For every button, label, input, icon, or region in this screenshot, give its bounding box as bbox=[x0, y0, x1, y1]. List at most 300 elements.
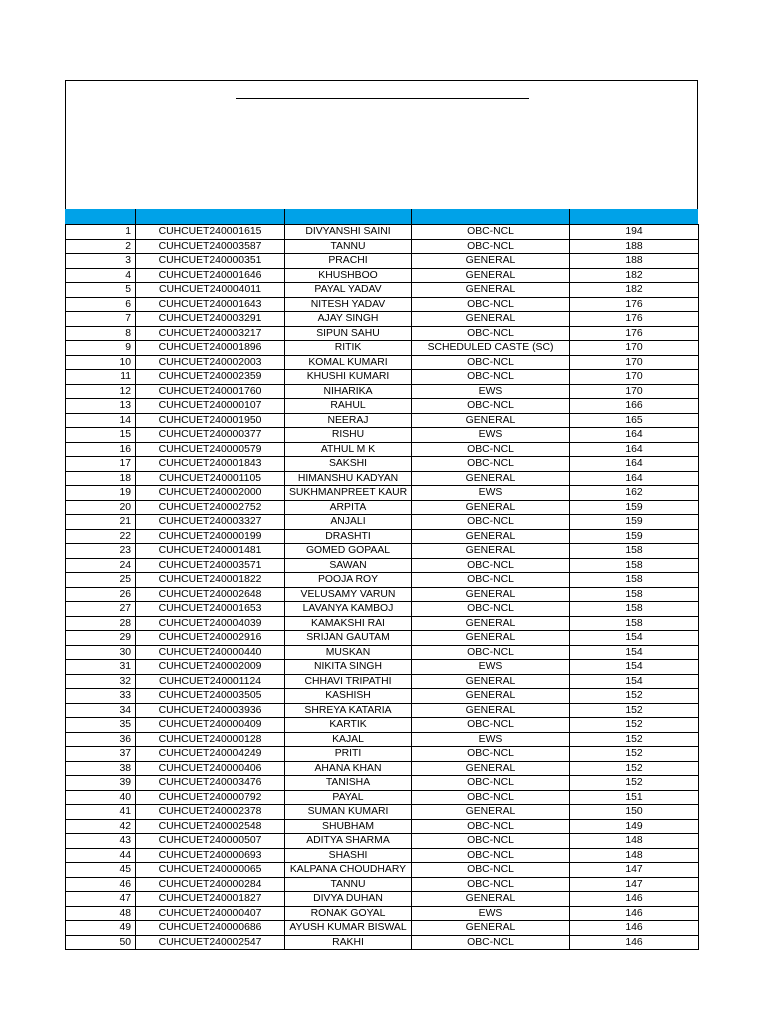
serial-number-cell: 19 bbox=[66, 486, 136, 501]
score-cell: 188 bbox=[570, 254, 699, 269]
category-cell: OBC-NCL bbox=[412, 225, 570, 240]
candidate-name-cell: PRACHI bbox=[285, 254, 412, 269]
candidate-name-cell: VELUSAMY VARUN bbox=[285, 587, 412, 602]
serial-number-cell: 38 bbox=[66, 761, 136, 776]
candidate-name-cell: PAYAL YADAV bbox=[285, 283, 412, 298]
title-underline bbox=[236, 98, 529, 99]
serial-number-cell: 1 bbox=[66, 225, 136, 240]
category-cell: GENERAL bbox=[412, 587, 570, 602]
score-cell: 154 bbox=[570, 645, 699, 660]
candidate-name-cell: ANJALI bbox=[285, 515, 412, 530]
application-id-cell: CUHCUET240000128 bbox=[136, 732, 285, 747]
table-row bbox=[66, 892, 699, 907]
score-cell: 159 bbox=[570, 515, 699, 530]
score-cell: 146 bbox=[570, 935, 699, 950]
score-cell: 149 bbox=[570, 819, 699, 834]
score-cell: 150 bbox=[570, 805, 699, 820]
candidate-name-cell: SAKSHI bbox=[285, 457, 412, 472]
category-cell: OBC-NCL bbox=[412, 457, 570, 472]
score-cell: 154 bbox=[570, 631, 699, 646]
category-cell: OBC-NCL bbox=[412, 718, 570, 733]
serial-number-cell: 17 bbox=[66, 457, 136, 472]
candidate-name-cell: SHASHI bbox=[285, 848, 412, 863]
table-row bbox=[66, 906, 699, 921]
score-cell: 176 bbox=[570, 326, 699, 341]
application-id-cell: CUHCUET240002000 bbox=[136, 486, 285, 501]
application-id-cell: CUHCUET240000409 bbox=[136, 718, 285, 733]
application-id-cell: CUHCUET240001843 bbox=[136, 457, 285, 472]
candidate-name-cell: TANNU bbox=[285, 239, 412, 254]
table-row bbox=[66, 515, 699, 530]
application-id-cell: CUHCUET240000351 bbox=[136, 254, 285, 269]
score-cell: 158 bbox=[570, 544, 699, 559]
category-cell: OBC-NCL bbox=[412, 239, 570, 254]
header-divider bbox=[135, 209, 136, 224]
category-cell: OBC-NCL bbox=[412, 848, 570, 863]
candidate-name-cell: SRIJAN GAUTAM bbox=[285, 631, 412, 646]
serial-number-cell: 12 bbox=[66, 384, 136, 399]
table-row bbox=[66, 355, 699, 370]
serial-number-cell: 30 bbox=[66, 645, 136, 660]
category-cell: OBC-NCL bbox=[412, 326, 570, 341]
score-cell: 147 bbox=[570, 877, 699, 892]
candidate-name-cell: MUSKAN bbox=[285, 645, 412, 660]
application-id-cell: CUHCUET240003476 bbox=[136, 776, 285, 791]
application-id-cell: CUHCUET240003327 bbox=[136, 515, 285, 530]
serial-number-cell: 7 bbox=[66, 312, 136, 327]
application-id-cell: CUHCUET240000284 bbox=[136, 877, 285, 892]
category-cell: GENERAL bbox=[412, 283, 570, 298]
table-row bbox=[66, 326, 699, 341]
serial-number-cell: 35 bbox=[66, 718, 136, 733]
serial-number-cell: 15 bbox=[66, 428, 136, 443]
serial-number-cell: 8 bbox=[66, 326, 136, 341]
category-cell: GENERAL bbox=[412, 544, 570, 559]
table-row bbox=[66, 529, 699, 544]
score-cell: 164 bbox=[570, 428, 699, 443]
category-cell: GENERAL bbox=[412, 689, 570, 704]
score-cell: 176 bbox=[570, 297, 699, 312]
table-row bbox=[66, 761, 699, 776]
table-row bbox=[66, 573, 699, 588]
table-row bbox=[66, 848, 699, 863]
candidate-name-cell: DIVYANSHI SAINI bbox=[285, 225, 412, 240]
serial-number-cell: 13 bbox=[66, 399, 136, 414]
candidate-name-cell: KALPANA CHOUDHARY bbox=[285, 863, 412, 878]
application-id-cell: CUHCUET240002916 bbox=[136, 631, 285, 646]
application-id-cell: CUHCUET240000407 bbox=[136, 906, 285, 921]
application-id-cell: CUHCUET240004011 bbox=[136, 283, 285, 298]
score-cell: 164 bbox=[570, 471, 699, 486]
application-id-cell: CUHCUET240002359 bbox=[136, 370, 285, 385]
table-row bbox=[66, 747, 699, 762]
category-cell: OBC-NCL bbox=[412, 355, 570, 370]
table-row bbox=[66, 370, 699, 385]
application-id-cell: CUHCUET240001643 bbox=[136, 297, 285, 312]
score-cell: 170 bbox=[570, 384, 699, 399]
category-cell: OBC-NCL bbox=[412, 819, 570, 834]
category-cell: GENERAL bbox=[412, 529, 570, 544]
candidate-name-cell: ARPITA bbox=[285, 500, 412, 515]
application-id-cell: CUHCUET240001822 bbox=[136, 573, 285, 588]
category-cell: GENERAL bbox=[412, 268, 570, 283]
candidate-name-cell: PAYAL bbox=[285, 790, 412, 805]
candidate-name-cell: RISHU bbox=[285, 428, 412, 443]
candidate-name-cell: KAJAL bbox=[285, 732, 412, 747]
application-id-cell: CUHCUET240004249 bbox=[136, 747, 285, 762]
score-cell: 159 bbox=[570, 500, 699, 515]
table-row bbox=[66, 776, 699, 791]
score-cell: 146 bbox=[570, 921, 699, 936]
serial-number-cell: 28 bbox=[66, 616, 136, 631]
serial-number-cell: 11 bbox=[66, 370, 136, 385]
serial-number-cell: 43 bbox=[66, 834, 136, 849]
score-cell: 154 bbox=[570, 660, 699, 675]
candidate-name-cell: LAVANYA KAMBOJ bbox=[285, 602, 412, 617]
application-id-cell: CUHCUET240002648 bbox=[136, 587, 285, 602]
category-cell: OBC-NCL bbox=[412, 747, 570, 762]
application-id-cell: CUHCUET240003571 bbox=[136, 558, 285, 573]
category-cell: OBC-NCL bbox=[412, 399, 570, 414]
category-cell: OBC-NCL bbox=[412, 863, 570, 878]
candidate-name-cell: SUKHMANPREET KAUR bbox=[285, 486, 412, 501]
table-row bbox=[66, 442, 699, 457]
category-cell: GENERAL bbox=[412, 616, 570, 631]
candidate-name-cell: SHREYA KATARIA bbox=[285, 703, 412, 718]
header-divider bbox=[411, 209, 412, 224]
candidate-name-cell: SAWAN bbox=[285, 558, 412, 573]
serial-number-cell: 49 bbox=[66, 921, 136, 936]
candidate-name-cell: AJAY SINGH bbox=[285, 312, 412, 327]
candidate-name-cell: KASHISH bbox=[285, 689, 412, 704]
score-cell: 164 bbox=[570, 442, 699, 457]
serial-number-cell: 34 bbox=[66, 703, 136, 718]
candidate-name-cell: SIPUN SAHU bbox=[285, 326, 412, 341]
table-row bbox=[66, 819, 699, 834]
table-row bbox=[66, 674, 699, 689]
table-row bbox=[66, 254, 699, 269]
candidate-name-cell: SHUBHAM bbox=[285, 819, 412, 834]
candidate-name-cell: DIVYA DUHAN bbox=[285, 892, 412, 907]
candidate-name-cell: NEERAJ bbox=[285, 413, 412, 428]
score-cell: 152 bbox=[570, 718, 699, 733]
table-body bbox=[66, 225, 699, 950]
application-id-cell: CUHCUET240001646 bbox=[136, 268, 285, 283]
serial-number-cell: 40 bbox=[66, 790, 136, 805]
candidate-name-cell: KHUSHI KUMARI bbox=[285, 370, 412, 385]
serial-number-cell: 45 bbox=[66, 863, 136, 878]
category-cell: GENERAL bbox=[412, 805, 570, 820]
score-cell: 148 bbox=[570, 834, 699, 849]
category-cell: SCHEDULED CASTE (SC) bbox=[412, 341, 570, 356]
candidate-name-cell: RONAK GOYAL bbox=[285, 906, 412, 921]
category-cell: OBC-NCL bbox=[412, 602, 570, 617]
application-id-cell: CUHCUET240000686 bbox=[136, 921, 285, 936]
application-id-cell: CUHCUET240000406 bbox=[136, 761, 285, 776]
candidate-name-cell: GOMED GOPAAL bbox=[285, 544, 412, 559]
table-row bbox=[66, 544, 699, 559]
table-row bbox=[66, 268, 699, 283]
serial-number-cell: 21 bbox=[66, 515, 136, 530]
candidate-name-cell: HIMANSHU KADYAN bbox=[285, 471, 412, 486]
score-cell: 176 bbox=[570, 312, 699, 327]
application-id-cell: CUHCUET240002378 bbox=[136, 805, 285, 820]
table-row bbox=[66, 616, 699, 631]
candidate-name-cell: KOMAL KUMARI bbox=[285, 355, 412, 370]
candidate-name-cell: ATHUL M K bbox=[285, 442, 412, 457]
application-id-cell: CUHCUET240000507 bbox=[136, 834, 285, 849]
category-cell: OBC-NCL bbox=[412, 834, 570, 849]
application-id-cell: CUHCUET240001950 bbox=[136, 413, 285, 428]
category-cell: GENERAL bbox=[412, 921, 570, 936]
serial-number-cell: 29 bbox=[66, 631, 136, 646]
application-id-cell: CUHCUET240001896 bbox=[136, 341, 285, 356]
serial-number-cell: 14 bbox=[66, 413, 136, 428]
category-cell: OBC-NCL bbox=[412, 558, 570, 573]
application-id-cell: CUHCUET240002752 bbox=[136, 500, 285, 515]
serial-number-cell: 41 bbox=[66, 805, 136, 820]
category-cell: EWS bbox=[412, 428, 570, 443]
serial-number-cell: 23 bbox=[66, 544, 136, 559]
serial-number-cell: 32 bbox=[66, 674, 136, 689]
score-cell: 170 bbox=[570, 355, 699, 370]
category-cell: GENERAL bbox=[412, 631, 570, 646]
candidate-name-cell: PRITI bbox=[285, 747, 412, 762]
serial-number-cell: 31 bbox=[66, 660, 136, 675]
application-id-cell: CUHCUET240004039 bbox=[136, 616, 285, 631]
table-row bbox=[66, 225, 699, 240]
table-row bbox=[66, 239, 699, 254]
serial-number-cell: 22 bbox=[66, 529, 136, 544]
application-id-cell: CUHCUET240000199 bbox=[136, 529, 285, 544]
score-cell: 165 bbox=[570, 413, 699, 428]
score-cell: 154 bbox=[570, 674, 699, 689]
candidate-name-cell: NIHARIKA bbox=[285, 384, 412, 399]
application-id-cell: CUHCUET240002009 bbox=[136, 660, 285, 675]
serial-number-cell: 39 bbox=[66, 776, 136, 791]
table-row bbox=[66, 877, 699, 892]
serial-number-cell: 4 bbox=[66, 268, 136, 283]
score-cell: 158 bbox=[570, 602, 699, 617]
score-cell: 164 bbox=[570, 457, 699, 472]
application-id-cell: CUHCUET240001615 bbox=[136, 225, 285, 240]
category-cell: OBC-NCL bbox=[412, 776, 570, 791]
document-header-box bbox=[65, 80, 698, 222]
candidate-name-cell: KAMAKSHI RAI bbox=[285, 616, 412, 631]
serial-number-cell: 16 bbox=[66, 442, 136, 457]
category-cell: GENERAL bbox=[412, 674, 570, 689]
candidate-name-cell: DRASHTI bbox=[285, 529, 412, 544]
table-row bbox=[66, 312, 699, 327]
application-id-cell: CUHCUET240001105 bbox=[136, 471, 285, 486]
category-cell: OBC-NCL bbox=[412, 645, 570, 660]
table-row bbox=[66, 631, 699, 646]
application-id-cell: CUHCUET240001653 bbox=[136, 602, 285, 617]
application-id-cell: CUHCUET240003291 bbox=[136, 312, 285, 327]
category-cell: EWS bbox=[412, 906, 570, 921]
category-cell: GENERAL bbox=[412, 254, 570, 269]
score-cell: 158 bbox=[570, 616, 699, 631]
category-cell: OBC-NCL bbox=[412, 877, 570, 892]
application-id-cell: CUHCUET240001481 bbox=[136, 544, 285, 559]
score-cell: 166 bbox=[570, 399, 699, 414]
serial-number-cell: 42 bbox=[66, 819, 136, 834]
serial-number-cell: 9 bbox=[66, 341, 136, 356]
table-row bbox=[66, 703, 699, 718]
application-id-cell: CUHCUET240003217 bbox=[136, 326, 285, 341]
table-row bbox=[66, 341, 699, 356]
table-row bbox=[66, 732, 699, 747]
application-id-cell: CUHCUET240000693 bbox=[136, 848, 285, 863]
score-cell: 152 bbox=[570, 732, 699, 747]
candidate-name-cell: KHUSHBOO bbox=[285, 268, 412, 283]
application-id-cell: CUHCUET240002547 bbox=[136, 935, 285, 950]
serial-number-cell: 37 bbox=[66, 747, 136, 762]
score-cell: 151 bbox=[570, 790, 699, 805]
category-cell: EWS bbox=[412, 732, 570, 747]
candidate-name-cell: CHHAVI TRIPATHI bbox=[285, 674, 412, 689]
table-row bbox=[66, 790, 699, 805]
table-row bbox=[66, 805, 699, 820]
candidate-name-cell: POOJA ROY bbox=[285, 573, 412, 588]
score-cell: 170 bbox=[570, 341, 699, 356]
score-cell: 182 bbox=[570, 268, 699, 283]
table-header-row bbox=[65, 209, 698, 224]
serial-number-cell: 3 bbox=[66, 254, 136, 269]
category-cell: GENERAL bbox=[412, 312, 570, 327]
candidate-name-cell: AYUSH KUMAR BISWAL bbox=[285, 921, 412, 936]
application-id-cell: CUHCUET240000440 bbox=[136, 645, 285, 660]
table-row bbox=[66, 863, 699, 878]
table-row bbox=[66, 283, 699, 298]
candidate-name-cell: TANNU bbox=[285, 877, 412, 892]
table-row bbox=[66, 660, 699, 675]
table-row bbox=[66, 384, 699, 399]
serial-number-cell: 27 bbox=[66, 602, 136, 617]
table-row bbox=[66, 645, 699, 660]
application-id-cell: CUHCUET240003936 bbox=[136, 703, 285, 718]
score-cell: 182 bbox=[570, 283, 699, 298]
score-cell: 146 bbox=[570, 892, 699, 907]
candidate-name-cell: KARTIK bbox=[285, 718, 412, 733]
category-cell: GENERAL bbox=[412, 761, 570, 776]
score-cell: 152 bbox=[570, 689, 699, 704]
category-cell: OBC-NCL bbox=[412, 297, 570, 312]
table-row bbox=[66, 297, 699, 312]
category-cell: OBC-NCL bbox=[412, 790, 570, 805]
category-cell: GENERAL bbox=[412, 703, 570, 718]
serial-number-cell: 50 bbox=[66, 935, 136, 950]
table-row bbox=[66, 587, 699, 602]
serial-number-cell: 18 bbox=[66, 471, 136, 486]
table-row bbox=[66, 457, 699, 472]
candidate-name-cell: SUMAN KUMARI bbox=[285, 805, 412, 820]
candidate-name-cell: RITIK bbox=[285, 341, 412, 356]
table-row bbox=[66, 834, 699, 849]
candidate-name-cell: NITESH YADAV bbox=[285, 297, 412, 312]
score-cell: 152 bbox=[570, 776, 699, 791]
table-row bbox=[66, 558, 699, 573]
category-cell: EWS bbox=[412, 486, 570, 501]
header-divider bbox=[284, 209, 285, 224]
score-cell: 152 bbox=[570, 703, 699, 718]
score-cell: 188 bbox=[570, 239, 699, 254]
candidate-name-cell: TANISHA bbox=[285, 776, 412, 791]
score-cell: 148 bbox=[570, 848, 699, 863]
score-cell: 194 bbox=[570, 225, 699, 240]
category-cell: OBC-NCL bbox=[412, 370, 570, 385]
serial-number-cell: 36 bbox=[66, 732, 136, 747]
score-cell: 158 bbox=[570, 587, 699, 602]
application-id-cell: CUHCUET240002548 bbox=[136, 819, 285, 834]
serial-number-cell: 48 bbox=[66, 906, 136, 921]
category-cell: OBC-NCL bbox=[412, 515, 570, 530]
serial-number-cell: 6 bbox=[66, 297, 136, 312]
score-cell: 158 bbox=[570, 558, 699, 573]
category-cell: OBC-NCL bbox=[412, 573, 570, 588]
table-row bbox=[66, 486, 699, 501]
category-cell: GENERAL bbox=[412, 413, 570, 428]
candidate-name-cell: RAHUL bbox=[285, 399, 412, 414]
table-row bbox=[66, 921, 699, 936]
application-id-cell: CUHCUET240001124 bbox=[136, 674, 285, 689]
application-id-cell: CUHCUET240000377 bbox=[136, 428, 285, 443]
application-id-cell: CUHCUET240001827 bbox=[136, 892, 285, 907]
serial-number-cell: 10 bbox=[66, 355, 136, 370]
score-cell: 152 bbox=[570, 747, 699, 762]
table-row bbox=[66, 935, 699, 950]
application-id-cell: CUHCUET240003587 bbox=[136, 239, 285, 254]
table-row bbox=[66, 471, 699, 486]
application-id-cell: CUHCUET240002003 bbox=[136, 355, 285, 370]
candidate-name-cell: RAKHI bbox=[285, 935, 412, 950]
application-id-cell: CUHCUET240000065 bbox=[136, 863, 285, 878]
table-row bbox=[66, 602, 699, 617]
serial-number-cell: 44 bbox=[66, 848, 136, 863]
category-cell: GENERAL bbox=[412, 500, 570, 515]
score-cell: 158 bbox=[570, 573, 699, 588]
application-id-cell: CUHCUET240001760 bbox=[136, 384, 285, 399]
serial-number-cell: 26 bbox=[66, 587, 136, 602]
category-cell: EWS bbox=[412, 384, 570, 399]
score-cell: 152 bbox=[570, 761, 699, 776]
application-id-cell: CUHCUET240000107 bbox=[136, 399, 285, 414]
serial-number-cell: 46 bbox=[66, 877, 136, 892]
category-cell: EWS bbox=[412, 660, 570, 675]
application-id-cell: CUHCUET240000579 bbox=[136, 442, 285, 457]
serial-number-cell: 20 bbox=[66, 500, 136, 515]
table-row bbox=[66, 399, 699, 414]
serial-number-cell: 47 bbox=[66, 892, 136, 907]
category-cell: GENERAL bbox=[412, 892, 570, 907]
serial-number-cell: 5 bbox=[66, 283, 136, 298]
score-cell: 147 bbox=[570, 863, 699, 878]
table-row bbox=[66, 428, 699, 443]
serial-number-cell: 24 bbox=[66, 558, 136, 573]
application-id-cell: CUHCUET240000792 bbox=[136, 790, 285, 805]
candidate-name-cell: AHANA KHAN bbox=[285, 761, 412, 776]
table-row bbox=[66, 718, 699, 733]
serial-number-cell: 2 bbox=[66, 239, 136, 254]
table-row bbox=[66, 413, 699, 428]
candidate-name-cell: ADITYA SHARMA bbox=[285, 834, 412, 849]
table-row bbox=[66, 689, 699, 704]
serial-number-cell: 33 bbox=[66, 689, 136, 704]
score-cell: 162 bbox=[570, 486, 699, 501]
application-id-cell: CUHCUET240003505 bbox=[136, 689, 285, 704]
serial-number-cell: 25 bbox=[66, 573, 136, 588]
score-cell: 146 bbox=[570, 906, 699, 921]
